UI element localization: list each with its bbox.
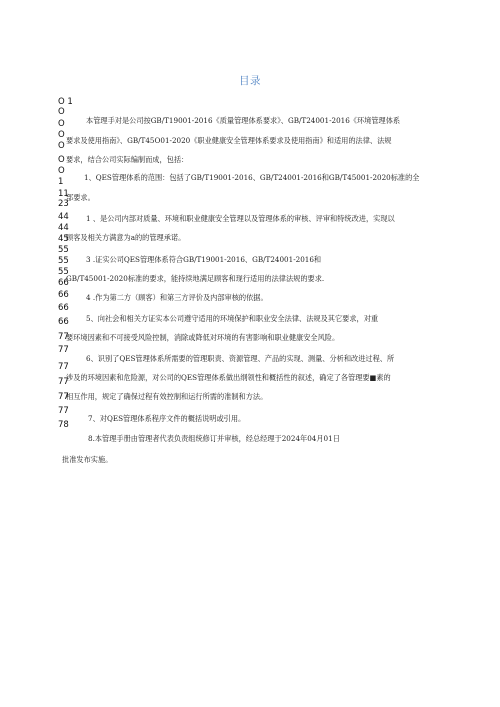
margin-mark: 1: [58, 177, 64, 187]
margin-mark: O: [58, 141, 65, 151]
body-line: 5、向社会和相关方证实本公司遵守适用的环境保护和职业安全法律、法规及其它要求，对重: [86, 314, 379, 323]
body-line: 要求，结合公司实际编制而成，包括：: [66, 155, 189, 164]
body-line: 本管理手对是公司按GB/T19001-2016《质量管理体系要求》、GB/T24001-2016《环境管理体系: [86, 116, 401, 125]
margin-mark: 77: [58, 362, 69, 372]
body-line: 6、识别了QES管理体系所需要的管理职责、资源管理、产品的实现、测量、分析和改进过程、所: [86, 354, 395, 363]
body-line: 1、QES管理体系的范围：包括了GB/T19001-2016、GB/T24001-2016和GB/T45001-2020标准的全: [84, 173, 420, 182]
body-line: 批准发布实施。: [62, 455, 113, 464]
body-line: 相互作用，规定了确保过程有效控制和运行所需的准制和方法。: [66, 392, 268, 401]
margin-mark: 66: [58, 317, 69, 327]
margin-mark: 45: [58, 234, 69, 244]
margin-mark: O: [58, 130, 65, 140]
margin-mark: 55: [58, 267, 69, 277]
margin-mark: 77: [58, 377, 69, 387]
margin-mark: O: [58, 119, 65, 129]
body-line: 要求及使用指南》、GB/T45O01-2020《职业健康安全管理体系要求及使用指南》和适用的法律、法规: [66, 136, 392, 145]
body-line: 8.本管理手册由管理者代表负责组统修订并审核，经总经理于2024年04月01日: [88, 434, 340, 443]
margin-mark: O: [58, 107, 65, 117]
margin-mark: 23: [58, 199, 69, 209]
margin-mark: 55: [58, 256, 69, 266]
margin-mark: 77: [58, 392, 69, 402]
margin-mark: 11: [58, 189, 69, 199]
body-line: 部要求。: [66, 193, 95, 202]
margin-mark: 66: [58, 278, 69, 288]
body-line: 3 .证实公司QES管理体系符合GB/T19001-2016、GB/T24001-2016和: [86, 255, 322, 264]
margin-mark: 44: [58, 223, 69, 233]
margin-mark: 66: [58, 290, 69, 300]
margin-mark: 77: [58, 345, 69, 355]
body-line: 4 .作为第二方（顾客）和第三方评价及内部审核的依据。: [86, 293, 268, 302]
margin-mark: 55: [58, 245, 69, 255]
toc-title: 目录: [239, 75, 261, 87]
margin-mark: 77: [58, 406, 69, 416]
body-line: 7、对QES管理体系程序文件的概括说明或引用。: [88, 414, 246, 423]
margin-mark: 78: [58, 420, 69, 430]
margin-mark: O 1: [58, 97, 73, 107]
margin-mark: O: [58, 155, 65, 165]
margin-mark: 77: [58, 332, 69, 342]
body-line: GB/T45001-2020标准的要求，能持续地满足顾客和现行适用的法律法规的要求.: [66, 274, 325, 283]
margin-mark: 66: [58, 303, 69, 313]
margin-mark: 44: [58, 212, 69, 222]
margin-mark: O: [58, 166, 65, 176]
body-line: 涉及的环境因素和危险源，对公司的QES管理体系做出纲领性和概括性的叙述，确定了各管理要■素的: [66, 373, 391, 382]
body-line: 要环境因素和不可接受风险控制，消除或降低对环境的有害影响和职业健康安全风险。: [66, 333, 340, 342]
body-line: 顾客及相关方满意为a的的管理承诺。: [66, 233, 186, 242]
body-line: 1 、是公司内部对质量、环境和职业健康安全管理以及管理体系的审核、评审和特统改进，实现以: [86, 214, 395, 223]
